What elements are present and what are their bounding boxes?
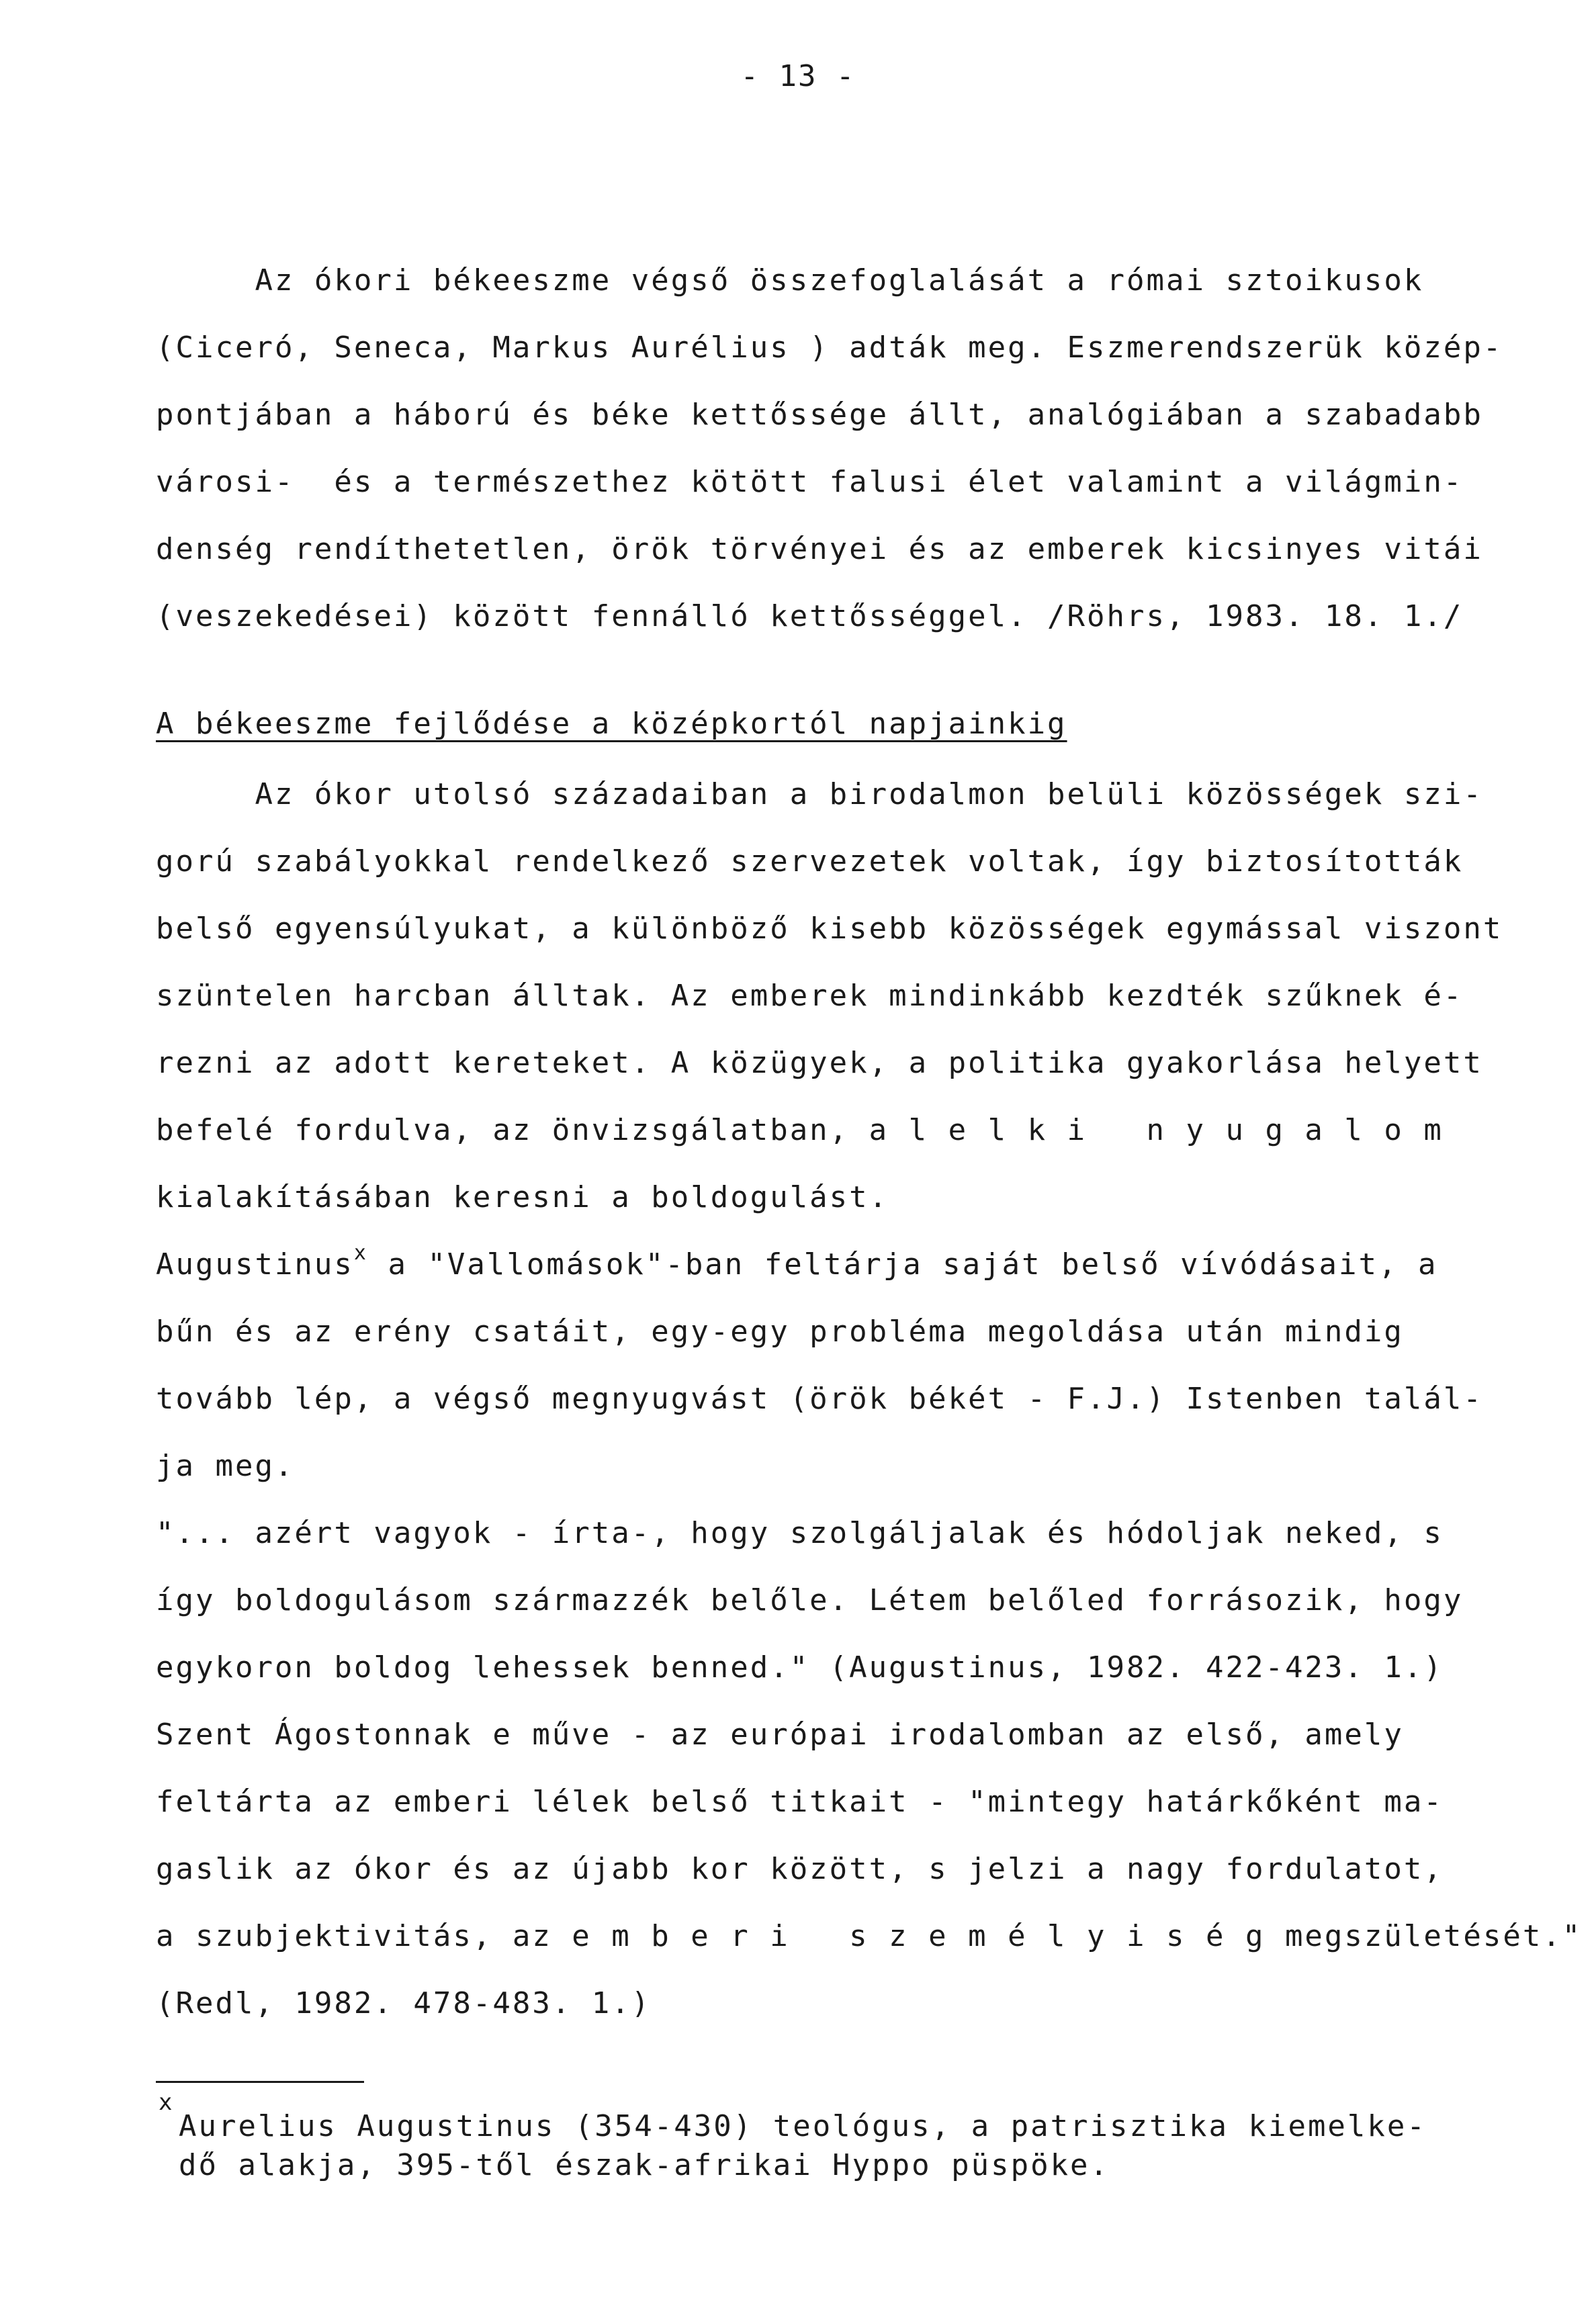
- text-line: Az ókori békeeszme végső összefoglalását a római sztoikusok: [156, 263, 1424, 298]
- text-line: a szubjektivitás, az e m b e r i s z e m é l y i s é g megszületését.": [156, 1919, 1583, 1953]
- text-line: pontjában a háború és béke kettőssége állt, analógiában a szabadabb: [156, 398, 1483, 432]
- text-line: "... azért vagyok - írta-, hogy szolgáljalak és hódoljak neked, s: [156, 1516, 1444, 1550]
- footnote-mark: x: [159, 2089, 173, 2116]
- text-line: gaslik az ókor és az újabb kor között, s jelzi a nagy fordulatot,: [156, 1852, 1444, 1886]
- text-line: feltárta az emberi lélek belső titkait - "mintegy határkőként ma-: [156, 1785, 1444, 1819]
- text-line: denség rendíthetetlen, örök törvényei és az emberek kicsinyes vitái: [156, 532, 1483, 566]
- text-line: kialakításában keresni a boldogulást.: [156, 1180, 889, 1214]
- text-line: (Ciceró, Seneca, Markus Aurélius ) adták meg. Eszmerendszerük közép-: [156, 330, 1503, 365]
- text-line: [156, 1241, 1438, 1284]
- text-line: városi- és a természethez kötött falusi élet valamint a világmin-: [156, 465, 1464, 499]
- footnote-line: dő alakja, 395-től észak-afrikai Hyppo püspöke.: [179, 2148, 1110, 2182]
- text-line: szüntelen harcban álltak. Az emberek mindinkább kezdték szűknek é-: [156, 979, 1464, 1013]
- text-line: egykoron boldog lehessek benned." (Augustinus, 1982. 422-423. 1.): [156, 1650, 1444, 1685]
- text-line: ja meg.: [156, 1449, 295, 1483]
- text-fragment: a "Vallomások"-ban feltárja saját belső vívódásait, a: [367, 1247, 1438, 1282]
- text-line: belső egyensúlyukat, a különböző kisebb közösségek egymással viszont: [156, 911, 1503, 946]
- text-line: (veszekedései) között fennálló kettősséggel. /Röhrs, 1983. 18. 1./: [156, 599, 1464, 633]
- section-heading: A békeeszme fejlődése a középkortól napjainkig: [156, 707, 1067, 741]
- text-line: tovább lép, a végső megnyugvást (örök békét - F.J.) Istenben talál-: [156, 1382, 1483, 1416]
- footnote-line: Aurelius Augustinus (354-430) teológus, a patrisztika kiemelke-: [179, 2109, 1427, 2143]
- text-line: rezni az adott kereteket. A közügyek, a politika gyakorlása helyett: [156, 1046, 1483, 1080]
- text-line: Az ókor utolsó századaiban a birodalmon belüli közösségek szi-: [156, 777, 1483, 811]
- text-line: gorú szabályokkal rendelkező szervezetek voltak, így biztosították: [156, 844, 1464, 879]
- page-number: - 13 -: [740, 59, 856, 93]
- text-line: így boldogulásom származzék belőle. Létem belőled forrásozik, hogy: [156, 1583, 1464, 1617]
- text-line: Szent Ágostonnak e műve - az európai irodalomban az első, amely: [156, 1718, 1404, 1752]
- text-fragment: Augustinus: [156, 1247, 354, 1282]
- text-line: (Redl, 1982. 478-483. 1.): [156, 1986, 652, 2020]
- text-line: befelé fordulva, az önvizsgálatban, a l e l k i n y u g a l o m: [156, 1113, 1444, 1147]
- text-line: bűn és az erény csatáit, egy-egy probléma megoldása után mindig: [156, 1315, 1404, 1349]
- footnote-divider: [156, 2081, 364, 2083]
- footnote-reference: x: [353, 1241, 368, 1265]
